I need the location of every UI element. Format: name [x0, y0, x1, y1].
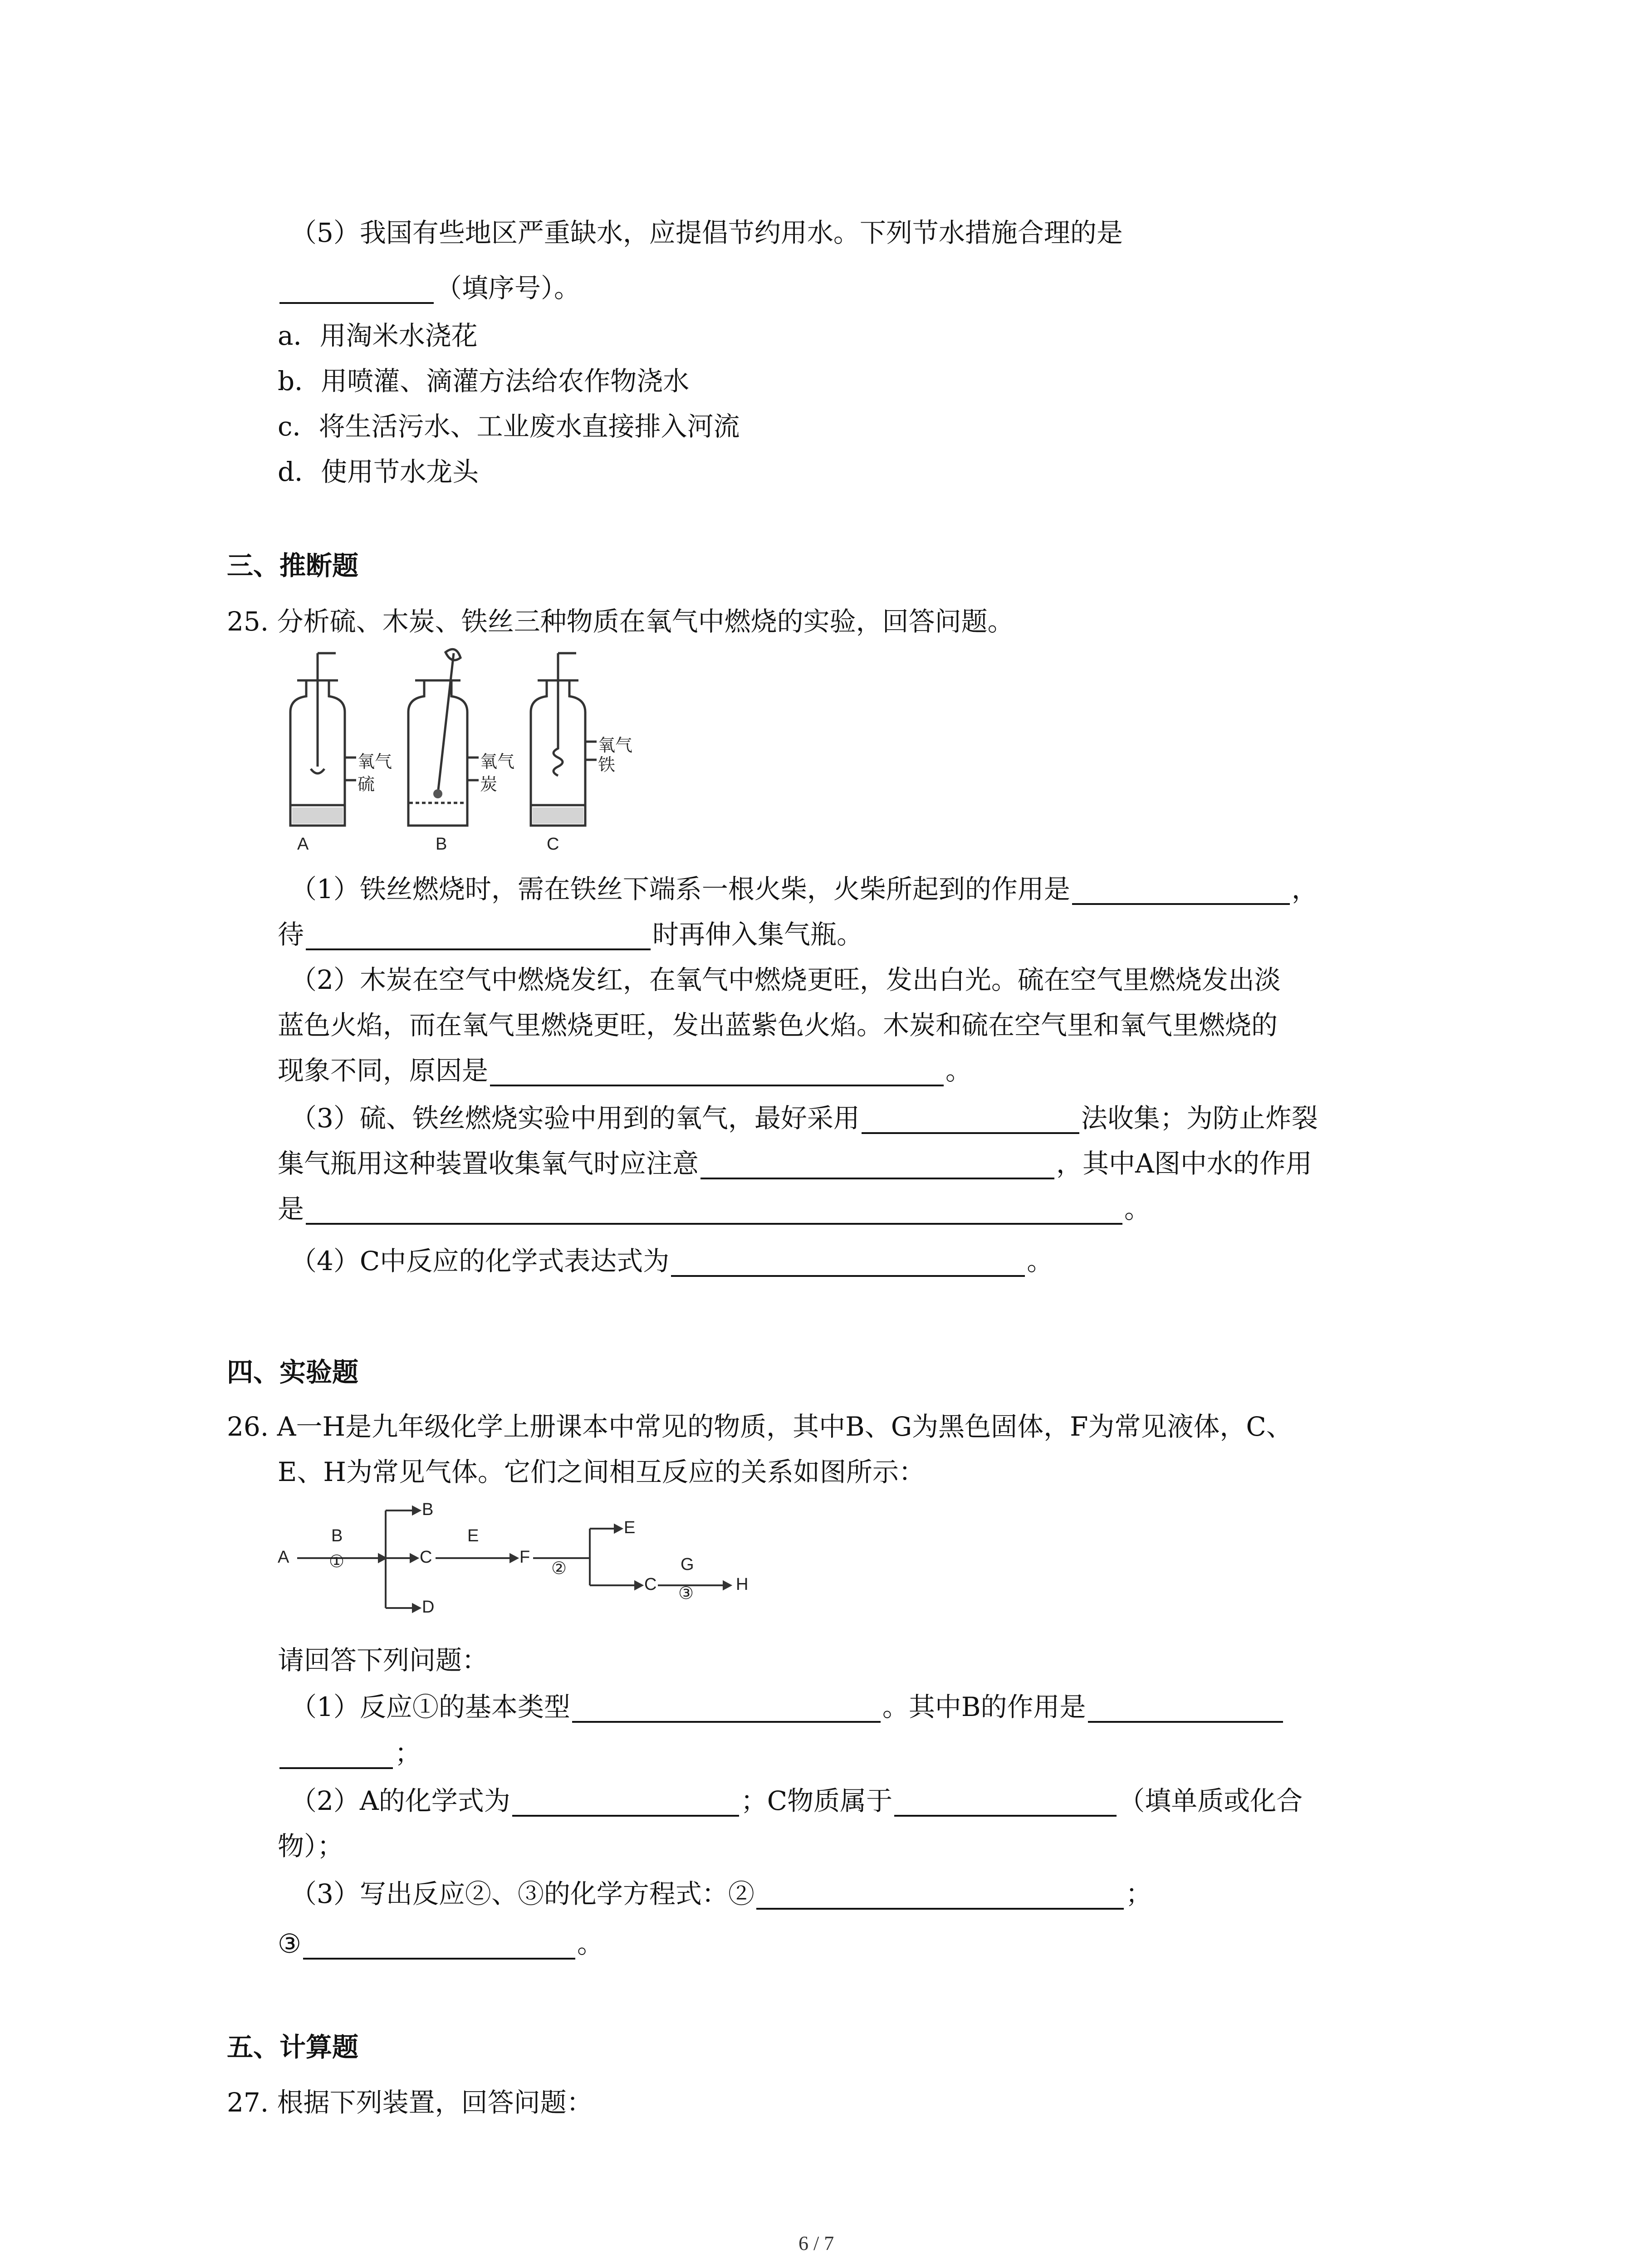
q25-stem: 25. 分析硫、木炭、铁丝三种物质在氧气中燃烧的实验，回答问题。 — [227, 606, 1014, 637]
answer-blank[interactable] — [306, 920, 651, 950]
flow-step-2: ② — [551, 1559, 567, 1578]
flow-node-f: F — [519, 1548, 530, 1567]
answer-blank[interactable] — [1088, 1693, 1283, 1723]
option-a: a．用淘米水浇花 — [278, 320, 478, 351]
flow-node-b: B — [422, 1500, 434, 1519]
q24-5-stem: （5）我国有些地区严重缺水，应提倡节约用水。下列节水措施合理的是 — [290, 217, 1123, 248]
bottle-b-label: B — [436, 835, 447, 854]
q26-stem-line1: 26. A一H是九年级化学上册课本中常见的物质，其中B、G为黑色固体，F为常见液体，C、 — [227, 1411, 1293, 1442]
q25-part1-line1: （1）铁丝燃烧时，需在铁丝下端系一根火柴，火柴所起到的作用是 ， — [290, 874, 1318, 904]
q26-stem-line2: E、H为常见气体。它们之间相互反应的关系如图所示： — [278, 1457, 925, 1487]
flow-node-e2: E — [624, 1518, 636, 1537]
answer-blank[interactable] — [862, 1104, 1079, 1134]
answer-blank[interactable] — [303, 1930, 575, 1960]
answer-blank[interactable] — [1072, 875, 1290, 905]
answer-blank[interactable] — [572, 1693, 881, 1723]
bottle-b-substance-label: 炭 — [480, 775, 498, 794]
flow-over-g: G — [681, 1555, 694, 1574]
answer-blank[interactable] — [700, 1149, 1054, 1179]
flow-step-3: ③ — [678, 1584, 694, 1603]
flow-step-1: ① — [329, 1552, 345, 1571]
bottle-c-substance-label: 铁 — [598, 756, 616, 775]
bottle-a-label: A — [297, 835, 309, 854]
section-heading-5: 五、计算题 — [227, 2032, 359, 2063]
q25-part3-line3: 是 。 — [278, 1193, 1151, 1224]
q24-5-answer-line — [278, 272, 580, 304]
q25-part3-line1: （3）硫、铁丝燃烧实验中用到的氧气，最好采用 法收集；为防止炸裂 — [290, 1103, 1318, 1134]
q25-part2-line2: 蓝色火焰，而在氧气里燃烧更旺，发出蓝紫色火焰。木炭和硫在空气里和氧气里燃烧的 — [278, 1010, 1278, 1041]
q26-part1-line1: （1）反应①的基本类型 。其中B的作用是 — [290, 1691, 1285, 1723]
page-number: 6 / 7 — [798, 2232, 834, 2254]
bottle-c-gas-label: 氧气 — [598, 736, 633, 755]
answer-blank[interactable] — [306, 1195, 1122, 1225]
section-heading-4: 四、实验题 — [227, 1357, 359, 1388]
option-d: d．使用节水龙头 — [278, 456, 479, 487]
q25-part2-line1: （2）木炭在空气中燃烧发红，在氧气中燃烧更旺，发出白光。硫在空气里燃烧发出淡 — [290, 964, 1281, 995]
option-c: c．将生活污水、工业废水直接排入河流 — [278, 411, 740, 442]
flow-node-c1: C — [420, 1548, 432, 1567]
flow-over-b: B — [331, 1526, 343, 1545]
q26-part2-line1: （2）A的化学式为 ；C物质属于 （填单质或化合 — [290, 1785, 1303, 1816]
q26-part3-line1: （3）写出反应②、③的化学方程式：② ； — [290, 1878, 1152, 1909]
answer-blank[interactable] — [671, 1247, 1025, 1277]
flow-node-d: D — [422, 1598, 435, 1617]
q25-part4: （4）C中反应的化学式表达式为 。 — [290, 1246, 1053, 1276]
section-heading-3: 三、推断题 — [227, 550, 359, 581]
fill-suffix: （填序号）。 — [436, 273, 581, 303]
answer-blank[interactable] — [490, 1056, 944, 1086]
answer-blank[interactable] — [894, 1787, 1117, 1817]
answer-blank[interactable] — [512, 1787, 739, 1817]
reaction-flow-diagram — [277, 1501, 776, 1633]
q26-part2-line2: 物）； — [278, 1831, 344, 1862]
q26-part3-line2: ③ 。 — [278, 1928, 604, 1959]
bottle-a-substance-label: 硫 — [358, 775, 375, 794]
answer-blank[interactable] — [279, 1739, 393, 1769]
q26-part1-line2: ； — [278, 1737, 421, 1769]
q25-part2-line3: 现象不同，原因是 。 — [278, 1055, 972, 1086]
answer-blank[interactable] — [279, 274, 434, 304]
flow-node-c2: C — [644, 1575, 657, 1594]
bottle-c-label: C — [547, 835, 559, 854]
option-b: b．用喷灌、滴灌方法给农作物浇水 — [278, 366, 690, 396]
flow-node-a: A — [278, 1548, 289, 1567]
q27-stem: 27. 根据下列装置，回答问题： — [227, 2087, 593, 2118]
flow-node-h: H — [736, 1575, 749, 1594]
answer-blank[interactable] — [756, 1880, 1124, 1910]
bottle-b-gas-label: 氧气 — [480, 753, 515, 772]
bottle-a-gas-label: 氧气 — [358, 753, 392, 772]
q26-intro: 请回答下列问题： — [278, 1645, 489, 1676]
flow-over-e: E — [467, 1526, 479, 1545]
q25-part1-line2: 待 时再伸入集气瓶。 — [278, 919, 863, 950]
q25-part3-line2: 集气瓶用这种装置收集氧气时应注意 ，其中A图中水的作用 — [278, 1148, 1312, 1179]
